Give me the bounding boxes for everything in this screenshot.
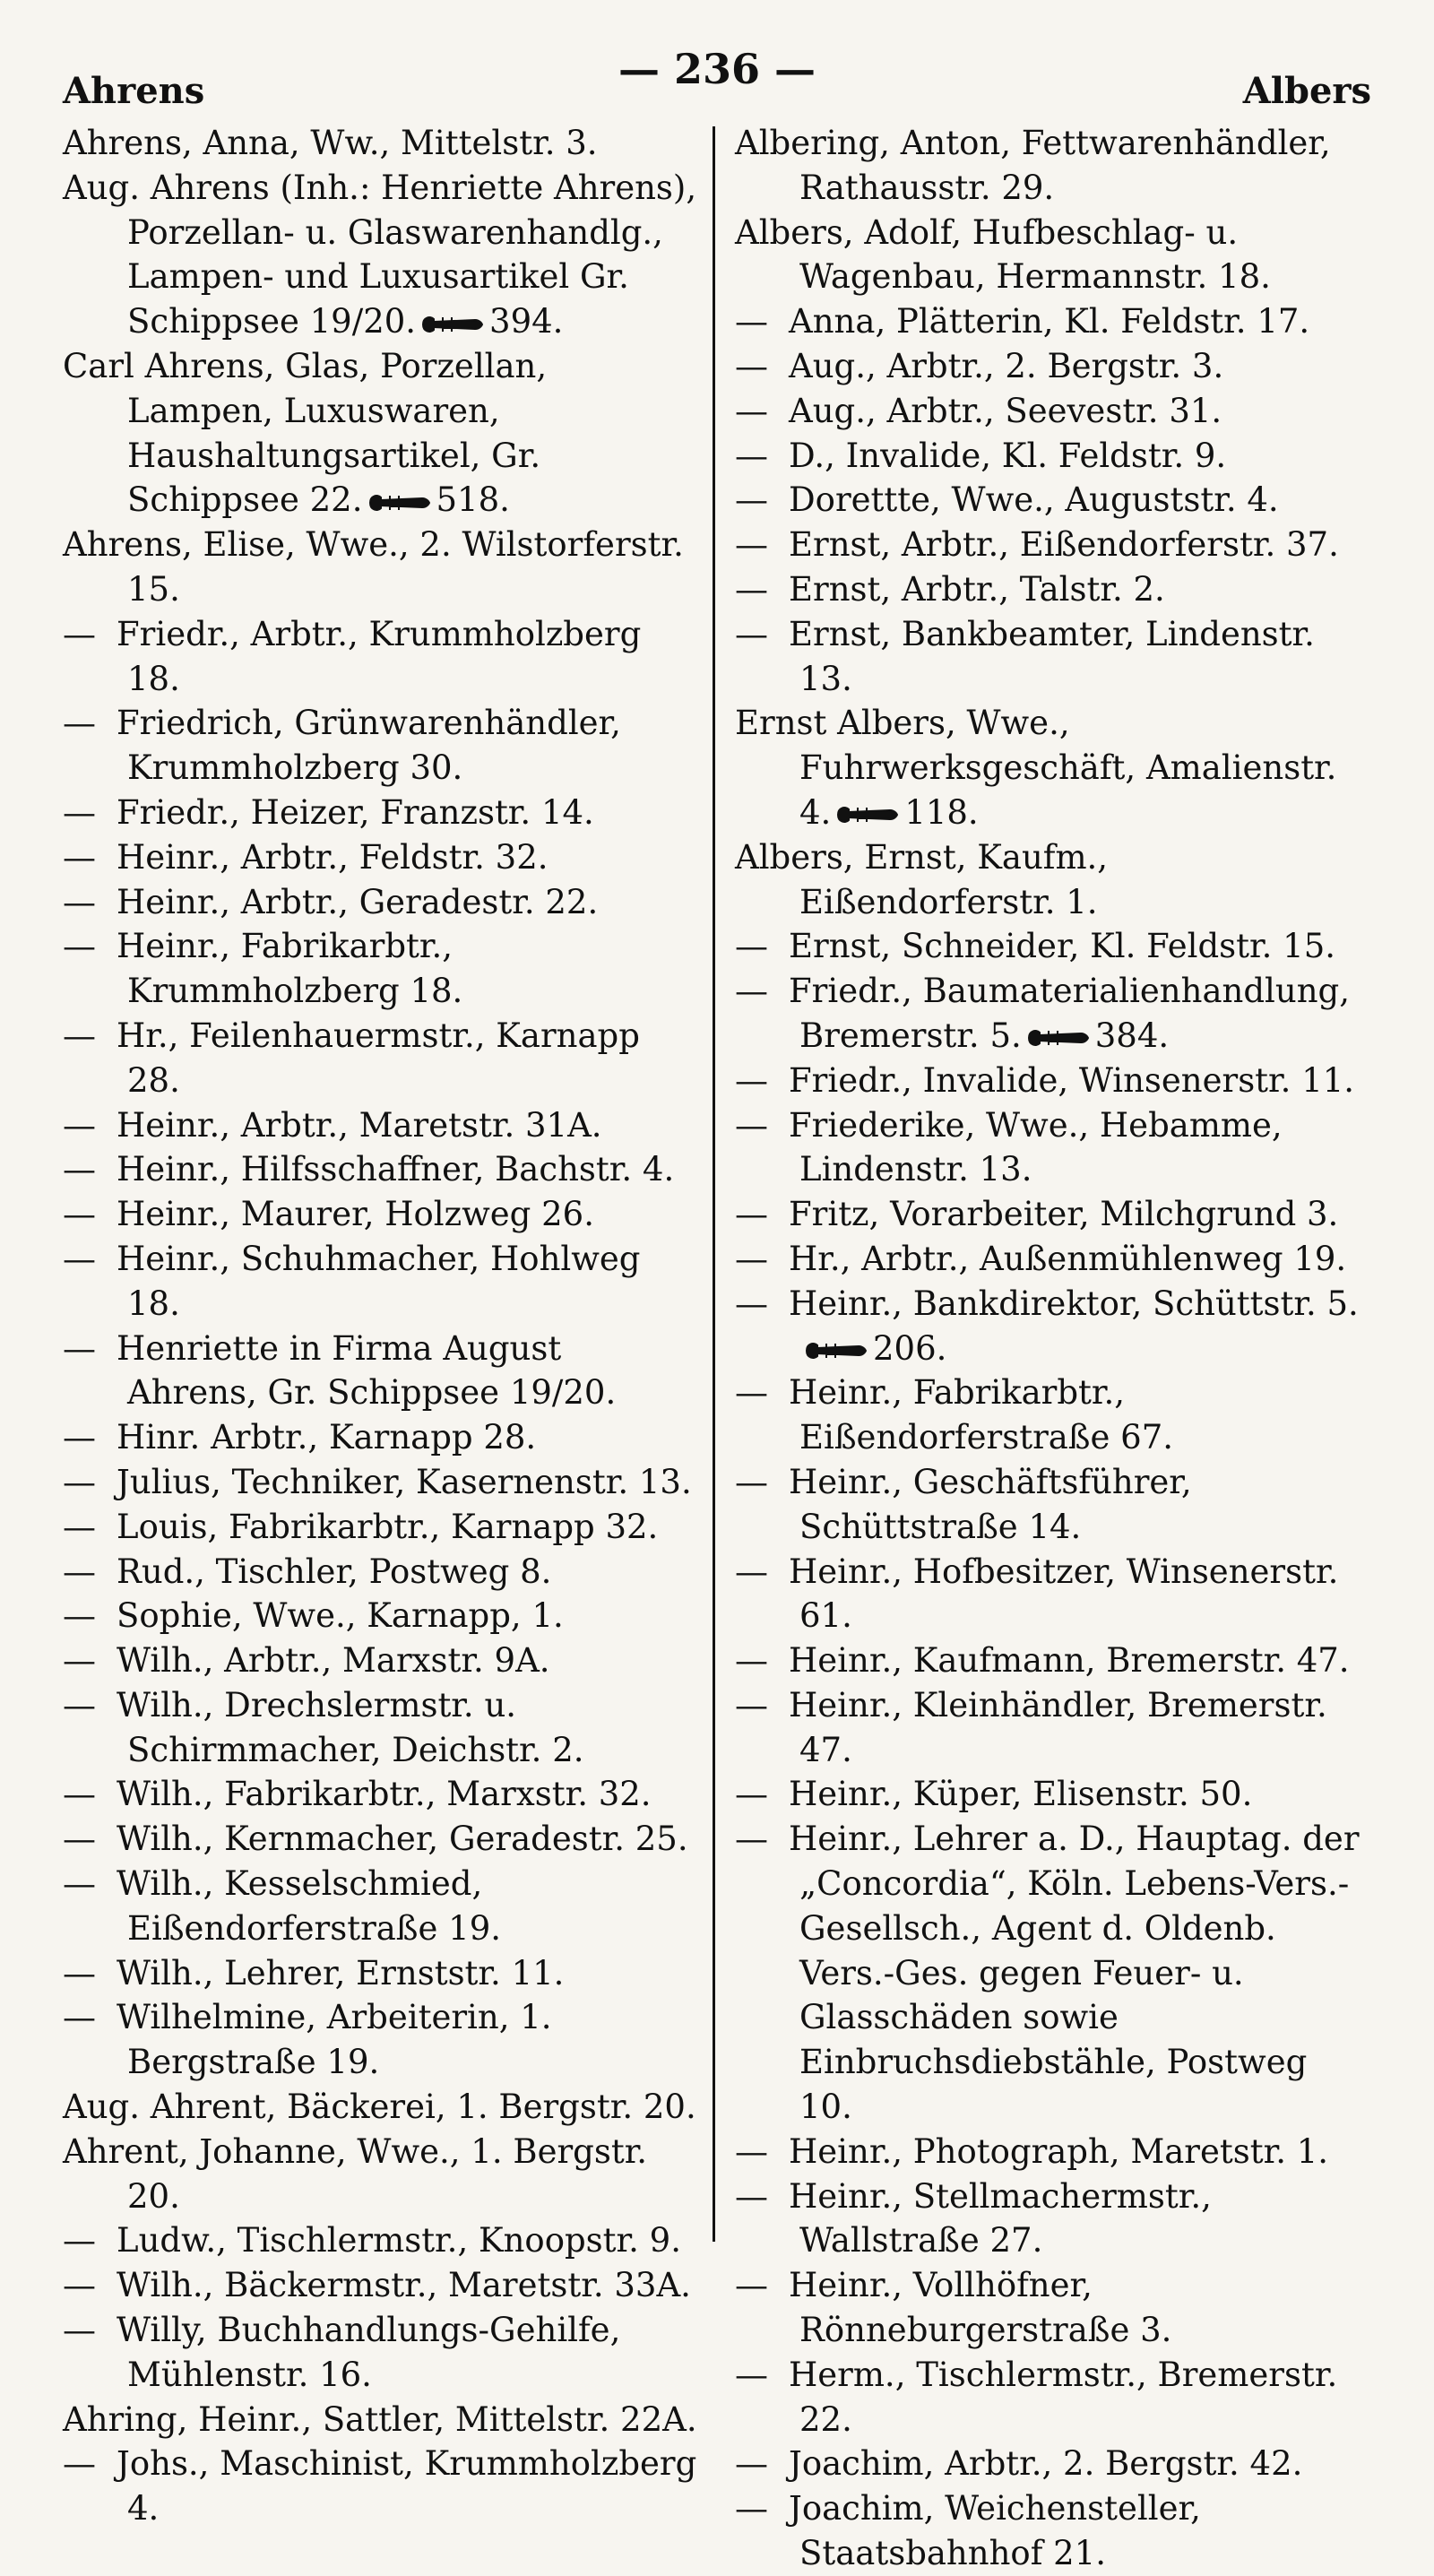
directory-entry [735,2486,1365,2576]
directory-entry [735,2353,1365,2442]
repeat-dash: — [735,2489,768,2528]
directory-entry [63,1638,700,1683]
header-right-keyword: Albers [1242,70,1371,112]
repeat-dash: — [63,1105,96,1145]
entry-text: Fritz, Vorarbeiter, Milchgrund 3. [789,1195,1339,1234]
directory-entry [63,612,700,702]
directory-entry [63,344,700,523]
repeat-dash: — [63,1418,96,1457]
entry-text: Ahring, Heinr., Sattler, Mittelstr. 22A. [63,2399,697,2439]
repeat-dash: — [63,927,96,966]
repeat-dash: — [735,346,768,385]
repeat-dash: — [735,302,768,341]
repeat-dash: — [63,1195,96,1234]
repeat-dash: — [63,704,96,743]
entry-text: Wilh., Fabrikarbtr., Marxstr. 32. [117,1775,652,1814]
directory-entry [735,434,1365,479]
entry-text: Julius, Techniker, Kasernenstr. 13. [117,1462,692,1501]
repeat-dash: — [63,1998,96,2037]
entry-text: Louis, Fabrikarbtr., Karnapp 32. [117,1507,659,1546]
directory-entry [735,121,1365,211]
repeat-dash: — [63,1016,96,1055]
header-left-keyword: Ahrens [63,70,205,112]
directory-entry [63,701,700,791]
entry-text: Hr., Feilenhauermstr., Karnapp 28. [117,1016,640,1100]
entry-text: Heinr., Photograph, Maretstr. 1. [789,2131,1329,2171]
repeat-dash: — [735,1462,768,1501]
page-header [63,36,1371,121]
directory-entry [735,2263,1365,2353]
repeat-dash: — [63,2266,96,2305]
entry-text: Albers, Ernst, Kaufm., Eißendorferstr. 1. [735,837,1109,921]
directory-entry [63,2398,700,2442]
entry-text: Friedr., Baumaterialienhandlung, Bremerstr. 5. [789,972,1350,1055]
directory-entry [735,924,1365,969]
entry-text: Henriette in Firma August Ahrens, Gr. Schippsee 19/20. [117,1328,617,1413]
repeat-dash: — [735,1820,768,1859]
repeat-dash: — [735,2355,768,2394]
directory-entry [63,791,700,835]
directory-entry [63,1415,700,1460]
entry-text: Friedr., Invalide, Winsenerstr. 11. [789,1060,1355,1100]
directory-entry [63,523,700,612]
entry-text: Heinr., Hofbesitzer, Winsenerstr. 61. [789,1552,1339,1636]
entry-text: Ernst Albers, Wwe., Fuhrwerksgeschäft, Amalienstr. 4. [735,704,1337,832]
phone-number: 394. [489,302,564,341]
page-number: — 236 — [618,45,816,93]
entry-text: Wilh., Drechslermstr. u. Schirmmacher, Deichstr. 2. [117,1685,584,1769]
directory-entry [735,1683,1365,1773]
entry-text: Heinr., Fabrikarbtr., Krummholzberg 18. [117,927,463,1011]
entry-text: Albering, Anton, Fettwarenhändler, Rathausstr. 29. [735,124,1331,207]
repeat-dash: — [63,1596,96,1636]
directory-entry [735,523,1365,567]
repeat-dash: — [63,1239,96,1278]
entry-text: Heinr., Vollhöfner, Rönneburgerstraße 3. [789,2266,1172,2350]
entry-text: Heinr., Arbtr., Feldstr. 32. [117,837,549,877]
entry-text: Friedrich, Grünwarenhändler, Krummholzberg 30. [117,704,621,788]
directory-entry [735,2174,1365,2264]
repeat-dash: — [735,1195,768,1234]
repeat-dash: — [63,1150,96,1189]
directory-entry [63,2442,700,2531]
repeat-dash: — [63,1820,96,1859]
entry-text: Heinr., Geschäftsführer, Schüttstraße 14. [789,1462,1192,1546]
entry-text: Heinr., Stellmachermstr., Wallstraße 27. [789,2176,1212,2260]
repeat-dash: — [735,436,768,475]
entry-text: Ernst, Bankbeamter, Lindenstr. 13. [789,614,1315,698]
entry-text: Ernst, Arbtr., Eißendorferstr. 37. [789,525,1339,565]
telephone-icon [836,804,899,826]
directory-entry [63,1550,700,1595]
entry-text: Anna, Plätterin, Kl. Feldstr. 17. [789,302,1310,341]
directory-entry [735,1772,1365,1817]
entry-text: Ernst, Schneider, Kl. Feldstr. 15. [789,927,1335,966]
directory-entry [63,1327,700,1416]
entry-text: Aug., Arbtr., 2. Bergstr. 3. [789,346,1224,385]
directory-entry [63,121,700,166]
directory-entry [735,344,1365,389]
entry-text: Albers, Adolf, Hufbeschlag- u. Wagenbau, Hermannstr. 18. [735,212,1271,297]
directory-entry [63,1594,700,1638]
directory-entry [63,2085,700,2130]
directory-entry [735,1282,1365,1371]
entry-text: Joachim, Arbtr., 2. Bergstr. 42. [789,2444,1303,2484]
repeat-dash: — [735,1105,768,1145]
repeat-dash: — [63,1775,96,1814]
directory-entry [63,1817,700,1862]
directory-entry [63,1995,700,2085]
repeat-dash: — [63,1462,96,1501]
repeat-dash: — [63,1864,96,1904]
entry-text: Willy, Buchhandlungs-Gehilfe, Mühlenstr. 16. [117,2311,621,2394]
phone-number: 118. [904,792,979,832]
entry-text: Heinr., Hilfsschaffner, Bachstr. 4. [117,1150,675,1189]
repeat-dash: — [735,1685,768,1725]
directory-entry [63,1192,700,1237]
entry-text: Ahrens, Elise, Wwe., 2. Wilstorferstr. 15. [63,525,684,609]
directory-entry [735,1103,1365,1193]
entry-text: Heinr., Arbtr., Geradestr. 22. [117,882,599,921]
directory-entry [735,299,1365,344]
directory-entry [735,1370,1365,1460]
repeat-dash: — [735,1239,768,1278]
repeat-dash: — [735,480,768,520]
entry-text: Herm., Tischlermstr., Bremerstr. 22. [789,2355,1338,2439]
repeat-dash: — [735,2444,768,2484]
phone-number: 206. [873,1328,947,1368]
entry-text: Friedr., Heizer, Franzstr. 14. [117,792,594,832]
entry-text: Heinr., Küper, Elisenstr. 50. [789,1775,1253,1814]
repeat-dash: — [735,2131,768,2171]
directory-entry [63,1951,700,1996]
directory-entry [63,166,700,344]
repeat-dash: — [63,1953,96,1993]
repeat-dash: — [63,1641,96,1681]
repeat-dash: — [63,614,96,653]
entry-text: Ahrent, Johanne, Wwe., 1. Bergstr. 20. [63,2131,648,2216]
directory-entry [63,1014,700,1103]
entry-text: Wilh., Kernmacher, Geradestr. 25. [117,1820,688,1859]
repeat-dash: — [735,2266,768,2305]
repeat-dash: — [735,525,768,565]
telephone-icon [805,1340,868,1361]
entry-text: Wilhelmine, Arbeiterin, 1. Bergstraße 19. [117,1998,552,2082]
directory-entry [63,1460,700,1505]
repeat-dash: — [735,1775,768,1814]
entry-text: Ernst, Arbtr., Talstr. 2. [789,569,1165,609]
repeat-dash: — [735,569,768,609]
entry-text: Friederike, Wwe., Hebamme, Lindenstr. 13. [789,1105,1283,1189]
repeat-dash: — [63,1328,96,1368]
repeat-dash: — [63,792,96,832]
directory-entry [735,1638,1365,1683]
directory-entry [63,1683,700,1773]
telephone-icon [1027,1027,1090,1049]
directory-entry [735,1059,1365,1103]
directory-entry [735,1817,1365,2130]
directory-entry [63,1147,700,1192]
entry-text: Ahrens, Anna, Ww., Mittelstr. 3. [63,124,598,162]
entry-text: Wilh., Arbtr., Marxstr. 9A. [117,1641,550,1681]
repeat-dash: — [63,837,96,877]
phone-number: 518. [436,480,510,520]
repeat-dash: — [735,1552,768,1591]
repeat-dash: — [63,1685,96,1725]
entry-text: Hinr. Arbtr., Karnapp 28. [117,1418,537,1457]
entry-text: Heinr., Fabrikarbtr., Eißendorferstraße 67. [789,1373,1174,1457]
left-column [63,121,713,2531]
repeat-dash: — [735,972,768,1011]
repeat-dash: — [735,391,768,430]
directory-entry [735,1550,1365,1639]
repeat-dash: — [735,614,768,653]
repeat-dash: — [63,2444,96,2484]
entry-text: Heinr., Maurer, Holzweg 26. [117,1195,594,1234]
entry-text: Johs., Maschinist, Krummholzberg 4. [117,2444,697,2528]
entry-text: Aug. Ahrens (Inh.: Henriette Ahrens), Porzellan- u. Glaswarenhandlg., Lampen- und Luxusartikel Gr. Schippsee 19/20. [63,168,697,341]
directory-entry [63,1237,700,1327]
repeat-dash: — [735,927,768,966]
entry-text: Heinr., Schuhmacher, Hohlweg 18. [117,1239,641,1323]
directory-entry [63,1505,700,1550]
repeat-dash: — [63,882,96,921]
entry-text: Heinr., Arbtr., Maretstr. 31A. [117,1105,602,1145]
directory-entry [63,2263,700,2308]
repeat-dash: — [735,1373,768,1413]
directory-entry [735,567,1365,612]
entry-text: Rud., Tischler, Postweg 8. [117,1552,552,1591]
directory-entry [735,1237,1365,1282]
entry-text: D., Invalide, Kl. Feldstr. 9. [789,436,1227,475]
repeat-dash: — [735,1284,768,1323]
directory-entry [735,1192,1365,1237]
directory-entry [63,1772,700,1817]
telephone-icon [421,314,484,335]
directory-entry [735,2442,1365,2486]
directory-entry [63,880,700,925]
entry-text: Ludw., Tischlermstr., Knoopstr. 9. [117,2221,681,2260]
entry-text: Heinr., Kleinhändler, Bremerstr. 47. [789,1685,1327,1769]
directory-entry [63,2308,700,2398]
entry-text: Aug. Ahrent, Bäckerei, 1. Bergstr. 20. [63,2088,696,2127]
directory-entry [735,478,1365,523]
directory-entry [63,2218,700,2263]
entry-text: Sophie, Wwe., Karnapp, 1. [117,1596,564,1636]
right-column [715,121,1365,2576]
repeat-dash: — [63,2311,96,2350]
entry-text: Carl Ahrens, Glas, Porzellan, Lampen, Luxuswaren, Haushaltungsartikel, Gr. Schippsee 22. [63,346,548,520]
entry-text: Wilh., Bäckermstr., Maretstr. 33A. [117,2266,691,2305]
entry-text: Dorettte, Wwe., Auguststr. 4. [789,480,1279,520]
repeat-dash: — [63,1552,96,1591]
entry-text: Wilh., Lehrer, Ernststr. 11. [117,1953,565,1993]
entry-text: Wilh., Kesselschmied, Eißendorferstraße 19. [117,1864,502,1948]
entry-text: Aug., Arbtr., Seevestr. 31. [789,391,1222,430]
repeat-dash: — [735,1060,768,1100]
directory-entry [735,612,1365,702]
telephone-icon [368,492,431,514]
directory-entry [735,969,1365,1059]
entry-text: Heinr., Lehrer a. D., Hauptag. der „Concordia“, Köln. Lebens-Vers.-Gesellsch., Agent d. Oldenb. Vers.-Ges. gegen Feuer- u. Glasschäden sowie Einbruchsdiebstähle, Postweg 10. [789,1820,1360,2127]
directory-entry [63,1862,700,1951]
entry-text: Hr., Arbtr., Außenmühlenweg 19. [789,1239,1347,1278]
directory-entry [735,389,1365,434]
entry-text: Heinr., Kaufmann, Bremerstr. 47. [789,1641,1350,1681]
repeat-dash: — [735,2176,768,2216]
phone-number: 384. [1094,1016,1170,1055]
entry-text: Joachim, Weichensteller, Staatsbahnhof 21. [789,2489,1201,2573]
directory-entry [735,701,1365,834]
directory-entry [63,924,700,1014]
repeat-dash: — [63,1507,96,1546]
directory-entry [735,835,1365,925]
entry-text: Heinr., Bankdirektor, Schüttstr. 5. [789,1284,1359,1323]
directory-entry [735,1460,1365,1550]
directory-entry [735,2130,1365,2174]
repeat-dash: — [735,1641,768,1681]
directory-entry [63,2130,700,2219]
directory-entry [63,1103,700,1148]
directory-entry [63,835,700,880]
directory-entry [735,211,1365,300]
entry-text: Friedr., Arbtr., Krummholzberg 18. [117,614,642,698]
repeat-dash: — [63,2221,96,2260]
columns [63,121,1371,2576]
